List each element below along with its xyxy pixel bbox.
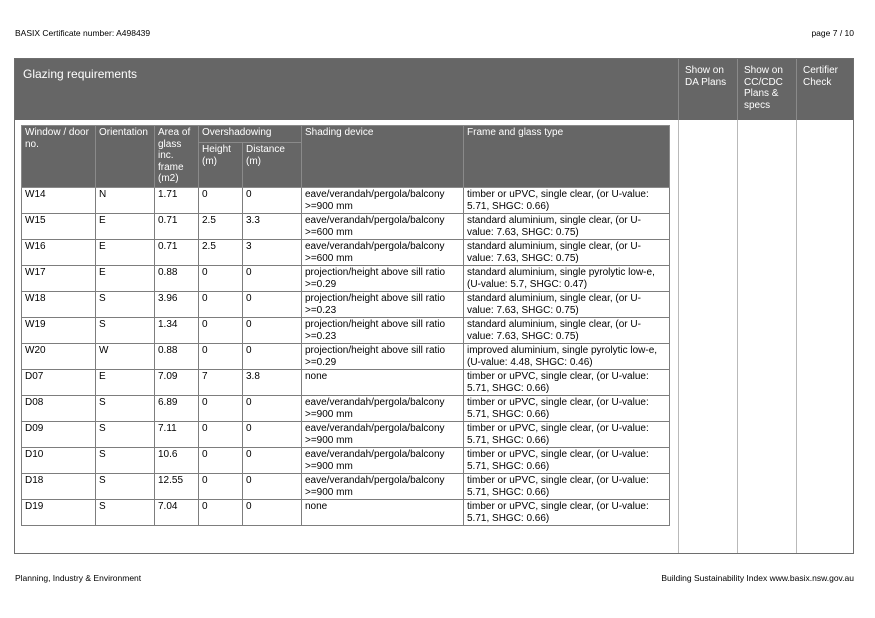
cell-height: 0 bbox=[199, 188, 243, 214]
cell-shading: projection/height above sill ratio >=0.29 bbox=[302, 266, 464, 292]
cell-window-no: W16 bbox=[22, 240, 96, 266]
table-row bbox=[22, 422, 670, 448]
header-frame: Frame and glass type bbox=[464, 126, 670, 188]
header-window-no: Window / door no. bbox=[22, 126, 96, 188]
cell-height: 0 bbox=[199, 344, 243, 370]
cell-area: 0.88 bbox=[155, 344, 199, 370]
cell-distance: 0 bbox=[243, 266, 302, 292]
cell-shading: projection/height above sill ratio >=0.23 bbox=[302, 292, 464, 318]
cell-area: 0.71 bbox=[155, 214, 199, 240]
cell-window-no: D07 bbox=[22, 370, 96, 396]
cell-height: 2.5 bbox=[199, 214, 243, 240]
cell-area: 1.71 bbox=[155, 188, 199, 214]
cell-shading: none bbox=[302, 370, 464, 396]
cell-area: 0.71 bbox=[155, 240, 199, 266]
cell-window-no: D19 bbox=[22, 500, 96, 526]
cell-frame: standard aluminium, single clear, (or U-value: 7.63, SHGC: 0.75) bbox=[464, 292, 670, 318]
column-divider bbox=[796, 120, 797, 553]
cell-area: 0.88 bbox=[155, 266, 199, 292]
glazing-table bbox=[21, 125, 670, 526]
table-row bbox=[22, 214, 670, 240]
table-row bbox=[22, 292, 670, 318]
cell-orientation: N bbox=[96, 188, 155, 214]
header-overshadowing: Overshadowing bbox=[199, 126, 302, 143]
table-row bbox=[22, 266, 670, 292]
cell-shading: eave/verandah/pergola/balcony >=900 mm bbox=[302, 474, 464, 500]
column-divider bbox=[678, 120, 679, 553]
cell-area: 7.04 bbox=[155, 500, 199, 526]
footer-department: Planning, Industry & Environment bbox=[15, 573, 142, 583]
cell-window-no: D08 bbox=[22, 396, 96, 422]
cell-distance: 0 bbox=[243, 500, 302, 526]
cell-height: 0 bbox=[199, 500, 243, 526]
footer-site: Building Sustainability Index www.basix.nsw.gov.au bbox=[661, 573, 854, 583]
cell-height: 0 bbox=[199, 266, 243, 292]
cell-frame: standard aluminium, single clear, (or U-value: 7.63, SHGC: 0.75) bbox=[464, 240, 670, 266]
cell-window-no: W20 bbox=[22, 344, 96, 370]
cell-window-no: W17 bbox=[22, 266, 96, 292]
cell-distance: 0 bbox=[243, 396, 302, 422]
cell-height: 0 bbox=[199, 396, 243, 422]
cell-shading: eave/verandah/pergola/balcony >=900 mm bbox=[302, 188, 464, 214]
cell-distance: 0 bbox=[243, 292, 302, 318]
cell-shading: eave/verandah/pergola/balcony >=900 mm bbox=[302, 422, 464, 448]
cell-distance: 0 bbox=[243, 474, 302, 500]
cell-height: 0 bbox=[199, 422, 243, 448]
page-number: page 7 / 10 bbox=[811, 28, 854, 38]
header-area: Area of glass inc. frame (m2) bbox=[155, 126, 199, 188]
column-divider bbox=[737, 120, 738, 553]
header-distance: Distance (m) bbox=[243, 143, 302, 188]
cell-window-no: W19 bbox=[22, 318, 96, 344]
cell-distance: 3.3 bbox=[243, 214, 302, 240]
header-shading: Shading device bbox=[302, 126, 464, 188]
table-row bbox=[22, 396, 670, 422]
cell-distance: 0 bbox=[243, 188, 302, 214]
column-show-on-da-plans: Show on DA Plans bbox=[678, 59, 737, 120]
cell-area: 12.55 bbox=[155, 474, 199, 500]
cell-frame: timber or uPVC, single clear, (or U-value: 5.71, SHGC: 0.66) bbox=[464, 370, 670, 396]
cell-orientation: E bbox=[96, 370, 155, 396]
cell-distance: 3.8 bbox=[243, 370, 302, 396]
cell-height: 0 bbox=[199, 292, 243, 318]
cell-area: 7.09 bbox=[155, 370, 199, 396]
cell-area: 6.89 bbox=[155, 396, 199, 422]
cell-shading: eave/verandah/pergola/balcony >=600 mm bbox=[302, 240, 464, 266]
cell-frame: timber or uPVC, single clear, (or U-value: 5.71, SHGC: 0.66) bbox=[464, 422, 670, 448]
cell-distance: 0 bbox=[243, 318, 302, 344]
cell-frame: timber or uPVC, single clear, (or U-value: 5.71, SHGC: 0.66) bbox=[464, 396, 670, 422]
cell-frame: improved aluminium, single pyrolytic low-e, (U-value: 4.48, SHGC: 0.46) bbox=[464, 344, 670, 370]
table-row bbox=[22, 240, 670, 266]
section-title: Glazing requirements bbox=[23, 67, 138, 81]
table-row bbox=[22, 500, 670, 526]
table-row bbox=[22, 448, 670, 474]
cell-window-no: D10 bbox=[22, 448, 96, 474]
cell-shading: eave/verandah/pergola/balcony >=900 mm bbox=[302, 448, 464, 474]
cell-window-no: W14 bbox=[22, 188, 96, 214]
cell-orientation: E bbox=[96, 240, 155, 266]
cell-orientation: S bbox=[96, 422, 155, 448]
column-show-on-cc-plans: Show on CC/CDC Plans & specs bbox=[737, 59, 796, 120]
cell-frame: standard aluminium, single clear, (or U-value: 7.63, SHGC: 0.75) bbox=[464, 318, 670, 344]
table-row bbox=[22, 318, 670, 344]
table-row bbox=[22, 344, 670, 370]
cell-distance: 0 bbox=[243, 422, 302, 448]
cell-orientation: W bbox=[96, 344, 155, 370]
cell-height: 0 bbox=[199, 474, 243, 500]
cell-area: 1.34 bbox=[155, 318, 199, 344]
column-certifier-check: Certifier Check bbox=[796, 59, 854, 120]
cell-height: 0 bbox=[199, 318, 243, 344]
cell-orientation: S bbox=[96, 448, 155, 474]
cell-shading: projection/height above sill ratio >=0.23 bbox=[302, 318, 464, 344]
cell-height: 7 bbox=[199, 370, 243, 396]
cell-shading: eave/verandah/pergola/balcony >=900 mm bbox=[302, 396, 464, 422]
cell-orientation: E bbox=[96, 214, 155, 240]
cell-frame: timber or uPVC, single clear, (or U-value: 5.71, SHGC: 0.66) bbox=[464, 188, 670, 214]
cell-area: 7.11 bbox=[155, 422, 199, 448]
cell-orientation: S bbox=[96, 292, 155, 318]
header-height: Height (m) bbox=[199, 143, 243, 188]
cell-frame: timber or uPVC, single clear, (or U-value: 5.71, SHGC: 0.66) bbox=[464, 500, 670, 526]
cell-area: 3.96 bbox=[155, 292, 199, 318]
cell-orientation: S bbox=[96, 500, 155, 526]
cell-window-no: W18 bbox=[22, 292, 96, 318]
table-row bbox=[22, 474, 670, 500]
cell-frame: standard aluminium, single clear, (or U-value: 7.63, SHGC: 0.75) bbox=[464, 214, 670, 240]
cell-shading: none bbox=[302, 500, 464, 526]
cell-height: 0 bbox=[199, 448, 243, 474]
cell-height: 2.5 bbox=[199, 240, 243, 266]
cell-shading: eave/verandah/pergola/balcony >=600 mm bbox=[302, 214, 464, 240]
cell-distance: 0 bbox=[243, 344, 302, 370]
header-orientation: Orientation bbox=[96, 126, 155, 188]
table-row bbox=[22, 188, 670, 214]
cell-distance: 3 bbox=[243, 240, 302, 266]
cell-orientation: E bbox=[96, 266, 155, 292]
cell-window-no: W15 bbox=[22, 214, 96, 240]
glazing-section bbox=[14, 58, 854, 554]
section-banner bbox=[15, 59, 853, 120]
cell-distance: 0 bbox=[243, 448, 302, 474]
cell-orientation: S bbox=[96, 318, 155, 344]
cell-shading: projection/height above sill ratio >=0.29 bbox=[302, 344, 464, 370]
cell-orientation: S bbox=[96, 396, 155, 422]
cell-frame: standard aluminium, single pyrolytic low-e, (U-value: 5.7, SHGC: 0.47) bbox=[464, 266, 670, 292]
cell-frame: timber or uPVC, single clear, (or U-value: 5.71, SHGC: 0.66) bbox=[464, 448, 670, 474]
cell-window-no: D09 bbox=[22, 422, 96, 448]
table-row bbox=[22, 370, 670, 396]
cell-window-no: D18 bbox=[22, 474, 96, 500]
certificate-number: BASIX Certificate number: A498439 bbox=[15, 28, 151, 38]
cell-frame: timber or uPVC, single clear, (or U-value: 5.71, SHGC: 0.66) bbox=[464, 474, 670, 500]
cell-orientation: S bbox=[96, 474, 155, 500]
cell-area: 10.6 bbox=[155, 448, 199, 474]
